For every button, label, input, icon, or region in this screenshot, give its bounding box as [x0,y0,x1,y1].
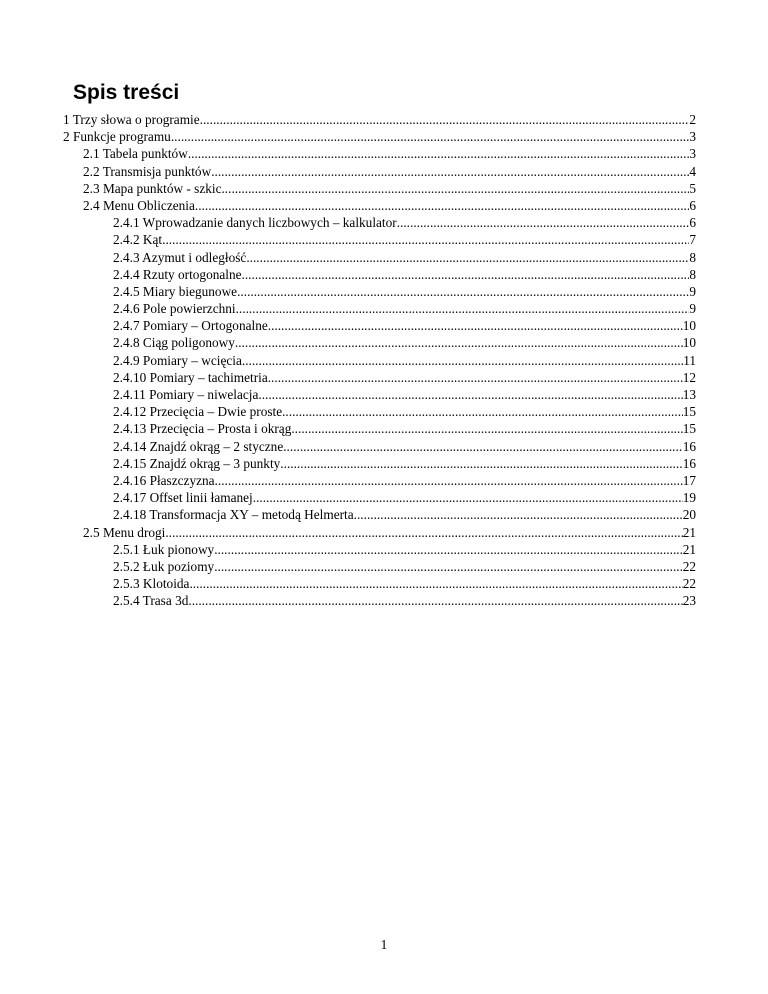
toc-entry-page: 11 [683,352,696,368]
toc-entry-label: 2.5.1 Łuk pionowy [113,541,215,557]
dot-leader [214,541,683,558]
dot-leader [268,369,683,386]
toc-entry-page: 21 [682,524,696,540]
dot-leader [282,403,683,420]
dot-leader [242,352,683,369]
toc-title: Spis treści [73,81,180,104]
toc-entry[interactable] [63,317,696,334]
dot-leader [221,180,689,197]
toc-entry[interactable] [63,592,696,609]
toc-entry-page: 22 [682,576,696,592]
toc-entry-page: 6 [689,215,696,231]
toc-entry-label: 2.4.11 Pomiary – niwelacja [113,387,259,402]
dot-leader [214,558,683,575]
dot-leader [188,592,682,609]
toc-entry[interactable] [63,334,696,351]
toc-entry-label: 2.4 Menu Obliczenia [83,197,195,213]
toc-entry-label: 2.4.1 Wprowadzanie danych liczbowych – kalkulator [113,215,397,231]
toc-entry[interactable] [63,438,696,455]
toc-entry-label: 2.5 Menu drogi [83,524,166,540]
toc-entry-page: 15 [682,421,696,437]
toc-entry-page: 5 [689,180,696,196]
toc-entry-label: 2.2 Transmisja punktów [83,163,212,179]
toc-entry[interactable] [63,128,696,145]
toc-entry[interactable] [63,472,696,489]
dot-leader [165,524,682,541]
toc-entry-label: 2.5.2 Łuk poziomy [113,558,215,574]
dot-leader [253,489,683,506]
toc-entry[interactable] [63,524,696,541]
toc-entry[interactable] [63,249,696,266]
toc-entry[interactable] [63,231,696,248]
toc-entry[interactable] [63,506,696,523]
toc-entry-label: 2.5.4 Trasa 3d [113,593,189,609]
dot-leader [195,197,689,214]
toc-entry-label: 2.4.2 Kąt [113,232,163,248]
toc-entry[interactable] [63,163,696,180]
toc-entry-label: 2 Funkcje programu [63,129,171,145]
toc-entry-page: 10 [682,318,696,334]
toc-entry[interactable] [63,145,696,162]
toc-entry[interactable] [63,369,696,386]
dot-leader [235,334,683,351]
toc-entry-page: 3 [689,129,696,145]
dot-leader [283,438,682,455]
toc-entry-page: 3 [689,146,696,162]
dot-leader [397,214,690,231]
toc-entry-page: 20 [682,507,696,523]
toc-entry-page: 8 [689,249,696,265]
toc-entry-label: 2.4.18 Transformacja XY – metodą Helmerta [113,507,354,523]
toc-entry-label: 2.4.10 Pomiary – tachimetria [113,369,268,385]
toc-entry-label: 2.3 Mapa punktów - szkic [83,180,222,196]
toc-entry[interactable] [63,541,696,558]
dot-leader [188,145,690,162]
toc-entry-page: 2 [689,112,696,127]
toc-entry[interactable] [63,266,696,283]
toc-entry-label: 2.4.8 Ciąg poligonowy [113,335,235,351]
dot-leader [237,283,689,300]
dot-leader [236,300,690,317]
toc-entry-label: 2.4.12 Przecięcia – Dwie proste [113,404,283,420]
toc-entry-page: 9 [689,301,696,317]
toc-entry[interactable] [63,386,696,403]
toc-entry-page: 10 [682,335,696,351]
toc-entry[interactable] [63,420,696,437]
toc-entry[interactable] [63,489,696,506]
toc-entry-page: 17 [682,472,696,488]
toc-entry-label: 2.4.14 Znajdź okrąg – 2 styczne [113,438,284,454]
toc-entry-page: 23 [682,593,696,609]
toc-entry-page: 12 [682,369,696,385]
toc-entry[interactable] [63,197,696,214]
toc-entry[interactable] [63,575,696,592]
dot-leader [280,455,682,472]
toc-entry-label: 2.5.3 Klotoida [113,576,190,592]
dot-leader [268,317,683,334]
toc-entry-label: 2.4.9 Pomiary – wcięcia [113,352,242,368]
dot-leader [162,231,689,248]
toc-entry-label: 2.4.15 Znajdź okrąg – 3 punkty [113,455,281,471]
toc-entry[interactable] [63,214,696,231]
toc-entry[interactable] [63,111,696,128]
page-number: 1 [380,937,388,952]
toc-entry-label: 2.4.16 Płaszczyzna [113,472,215,488]
toc-entry-label: 2.4.13 Przecięcia – Prosta i okrąg [113,421,292,437]
dot-leader [242,266,690,283]
toc-entry-label: 2.4.5 Miary biegunowe [113,283,238,299]
dot-leader [215,472,683,489]
dot-leader [171,128,690,145]
toc-entry-label: 2.1 Tabela punktów [83,146,188,162]
toc-entry[interactable] [63,455,696,472]
toc-entry-page: 8 [689,266,696,282]
toc-entry-page: 6 [689,197,696,213]
dot-leader [291,420,682,437]
toc-entry[interactable] [63,283,696,300]
toc-entry-label: 2.4.4 Rzuty ortogonalne [113,266,242,282]
dot-leader [246,249,689,266]
dot-leader [200,111,690,128]
toc-entry-page: 16 [682,455,696,471]
toc-entry-page: 22 [682,558,696,574]
toc-entry-page: 13 [682,387,696,402]
dot-leader [211,163,689,180]
toc-entry-page: 15 [682,404,696,420]
toc-entry-page: 4 [689,163,696,179]
toc-entry[interactable] [63,180,696,197]
toc-entry[interactable] [63,403,696,420]
toc-entry-page: 7 [689,232,696,248]
toc-entry-page: 9 [689,283,696,299]
dot-leader [189,575,682,592]
toc-entry-page: 21 [682,541,696,557]
dot-leader [354,506,683,523]
toc-entry-label: 2.4.6 Pole powierzchni [113,301,236,317]
toc-entry-page: 16 [682,438,696,454]
toc-entry-label: 2.4.7 Pomiary – Ortogonalne [113,318,268,334]
toc-entry[interactable] [63,300,696,317]
toc-entry[interactable] [63,558,696,575]
toc-entry[interactable] [63,352,696,369]
table-of-contents [63,111,696,609]
toc-entry-label: 2.4.3 Azymut i odległość [113,249,247,265]
toc-entry-label: 2.4.17 Offset linii łamanej [113,490,253,506]
dot-leader [258,386,682,403]
toc-entry-label: 1 Trzy słowa o programie [63,112,200,127]
toc-entry-page: 19 [682,490,696,506]
